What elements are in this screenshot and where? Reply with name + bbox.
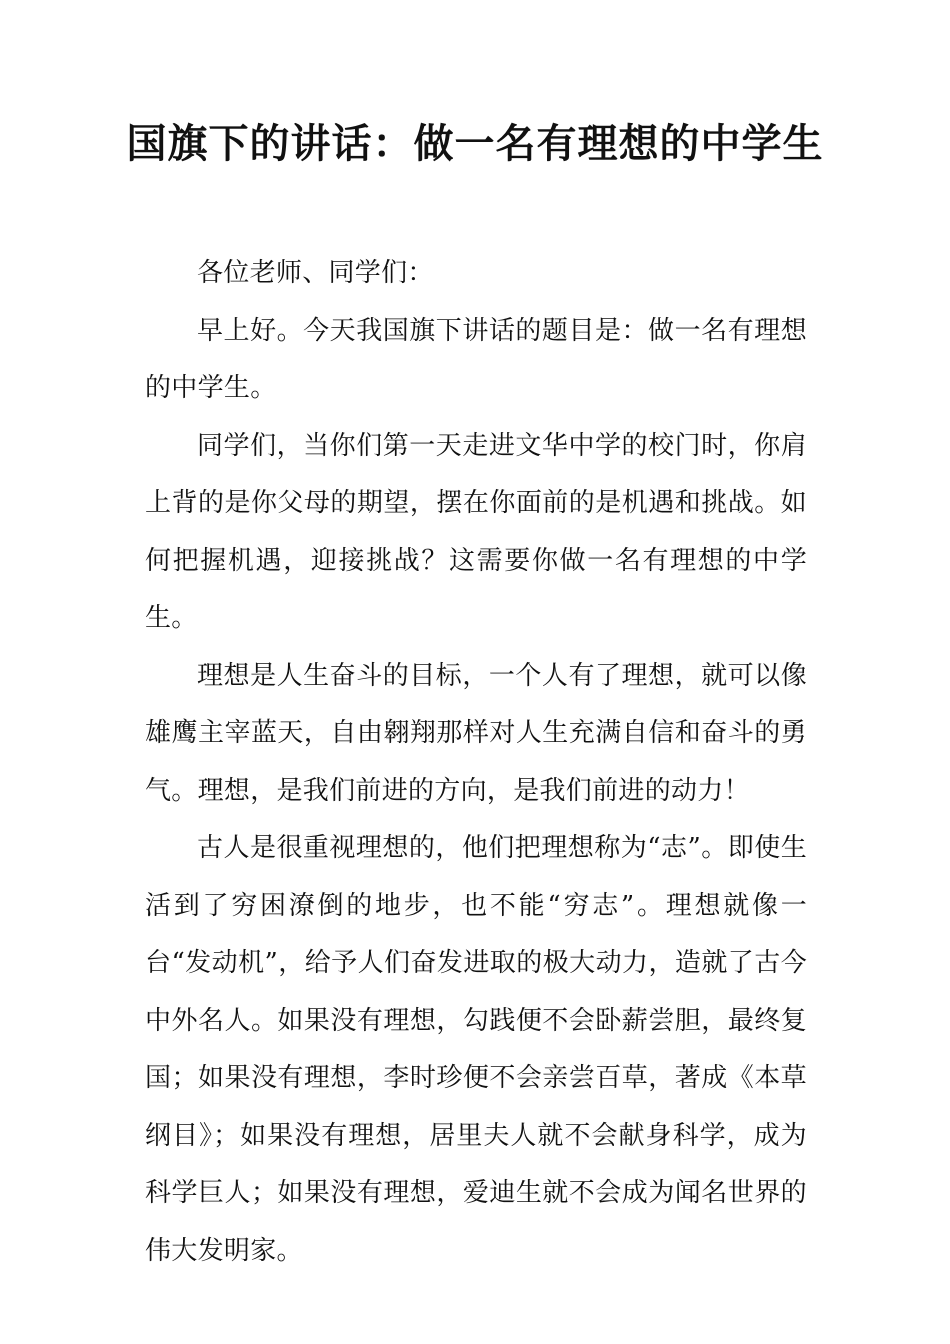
paragraph-ancient-ideals: 古人是很重视理想的，他们把理想称为“志”。即使生活到了穷困潦倒的地步，也不能“穷志”。理想就像一台“发动机”，给予人们奋发进取的极大动力，造就了古今中外名人。如果没有理想，勾践便不会卧薪尝胆，最终复国；如果没有理想，李时珍便不会亲尝百草，著成《本草纲目》；如果没有理想，居里夫人就不会献身科学，成为科学巨人；如果没有理想，爱迪生就不会成为闻名世界的伟大发明家。 <box>145 833 807 1266</box>
paragraph-opening: 早上好。今天我国旗下讲话的题目是：做一名有理想的中学生。 <box>145 315 807 403</box>
paragraph-ideal-goal: 理想是人生奋斗的目标，一个人有了理想，就可以像雄鹰主宰蓝天，自由翱翔那样对人生充满自信和奋斗的勇气。理想，是我们前进的方向，是我们前进的动力！ <box>145 660 807 806</box>
paragraph-greeting: 各位老师、同学们： <box>197 258 434 288</box>
paragraph-school: 同学们，当你们第一天走进文华中学的校门时，你肩上背的是你父母的期望，摆在你面前的是机遇和挑战。如何把握机遇，迎接挑战？这需要你做一名有理想的中学生。 <box>145 430 807 633</box>
document-title: 国旗下的讲话：做一名有理想的中学生 <box>126 120 824 167</box>
document-body <box>145 245 807 1280</box>
